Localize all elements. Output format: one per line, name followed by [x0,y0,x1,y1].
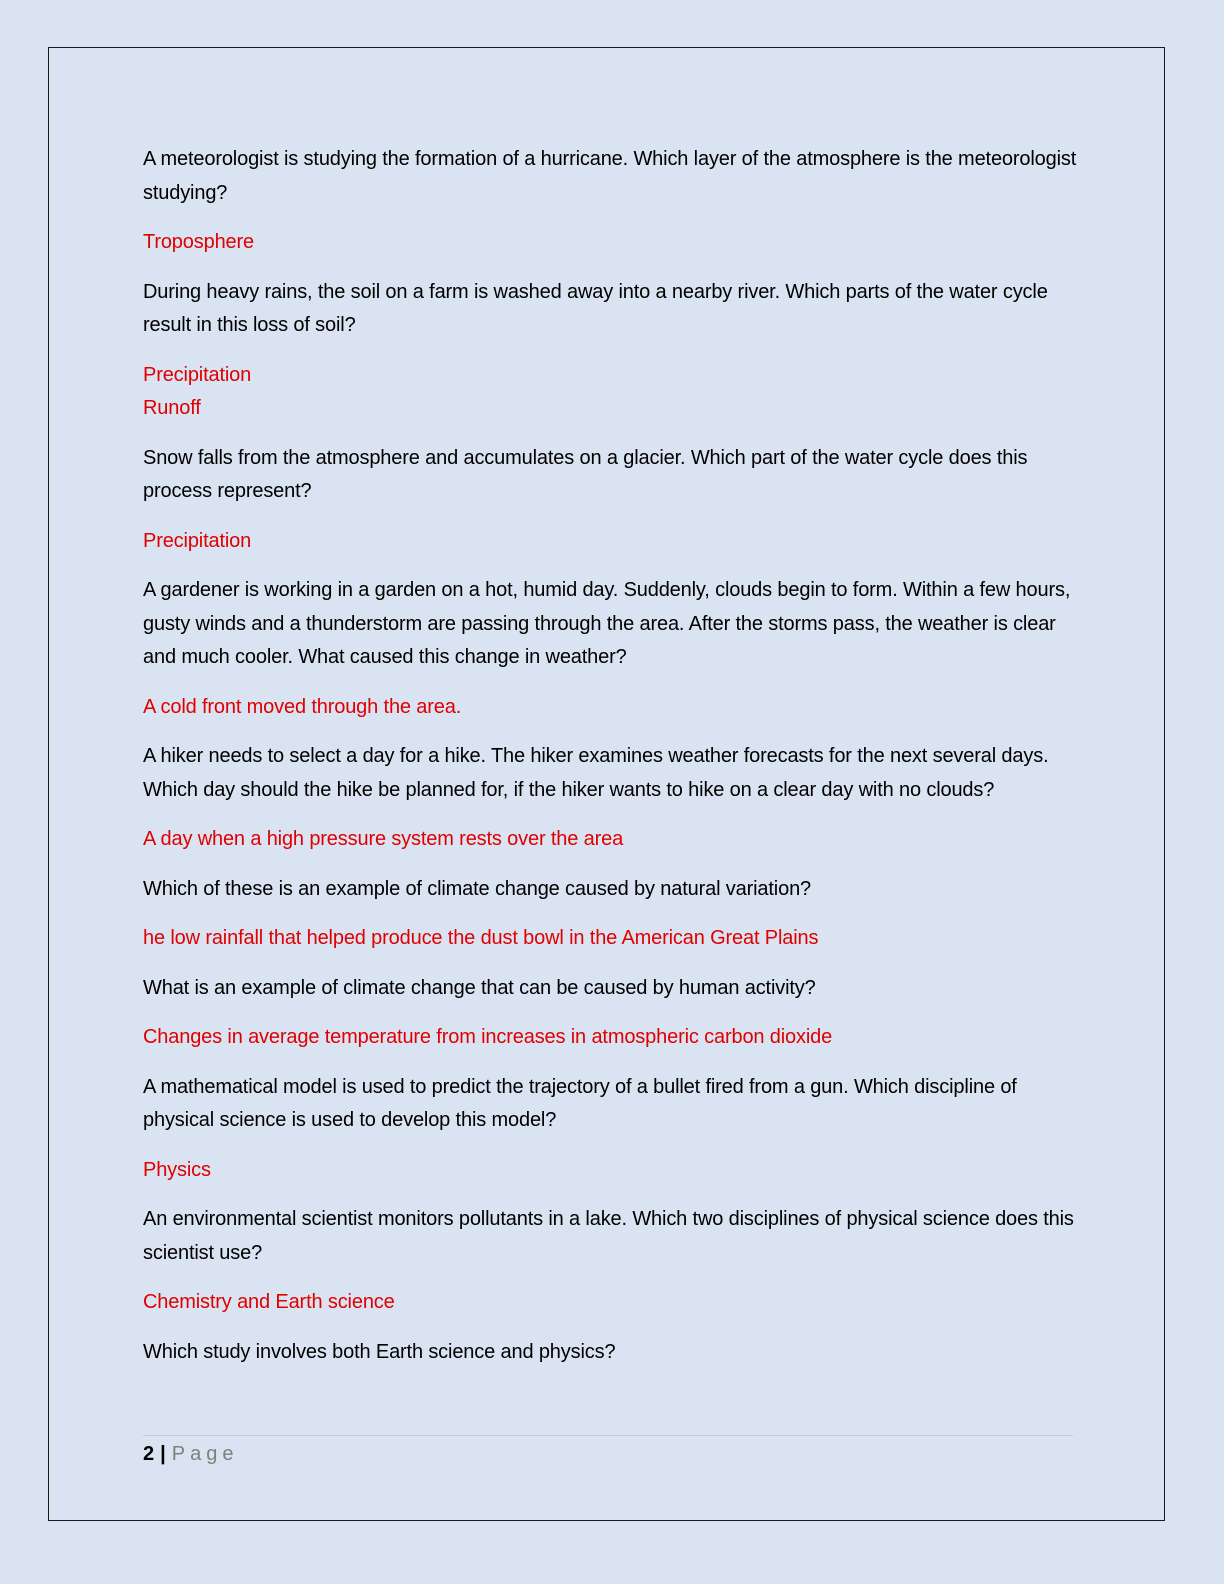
question-text: An environmental scientist monitors pollutants in a lake. Which two disciplines of physical science does this scientist use? [143,1208,1074,1264]
qa-block [143,1071,1078,1188]
qa-block [143,574,1078,724]
qa-content [143,143,1078,1385]
question-text: A hiker needs to select a day for a hike. The hiker examines weather forecasts for the next several days. Which day should the hike be planned for, if the hiker wants to hike on a clear day with no clouds? [143,745,1049,801]
answer-text [143,823,1078,857]
answer-text [143,359,1078,426]
answer-line: Chemistry and Earth science [143,1291,395,1313]
answer-text [143,525,1078,559]
page-footer [143,1435,1073,1469]
answer-line: Physics [143,1158,211,1181]
answer-text [143,922,1078,956]
question-text: A mathematical model is used to predict the trajectory of a bullet fired from a gun. Which discipline of physical science is used to develop this model? [143,1075,1017,1131]
question-text: Which of these is an example of climate change caused by natural variation? [143,877,812,900]
footer-separator: | [160,1443,166,1465]
answer-line: Precipitation [143,529,252,552]
qa-block [143,143,1078,260]
qa-block [143,873,1078,956]
answer-text [143,1286,1078,1320]
qa-block [143,740,1078,857]
question-text: What is an example of climate change that can be caused by human activity? [143,976,816,999]
question-text: During heavy rains, the soil on a farm is washed away into a nearby river. Which parts of the water cycle result in this loss of soil? [143,280,1048,336]
qa-block [143,1336,1078,1370]
qa-block [143,1203,1078,1320]
page-label: Page [171,1443,239,1465]
answer-text [143,1021,1078,1055]
answer-line: A cold front moved through the area. [143,695,462,718]
qa-block [143,442,1078,559]
qa-block [143,972,1078,1055]
answer-text [143,1154,1078,1188]
question-text: A gardener is working in a garden on a hot, humid day. Suddenly, clouds begin to form. Within a few hours, gusty winds and a thunderstorm are passing through the area. After the storms pass, the weather is clear and much cooler. What caused this change in weather? [143,579,1071,668]
answer-line: he low rainfall that helped produce the dust bowl in the American Great Plains [143,927,819,949]
answer-line: Changes in average temperature from increases in atmospheric carbon dioxide [143,1026,833,1048]
qa-block [143,276,1078,426]
answer-text [143,226,1078,260]
answer-line: Runoff [143,397,201,419]
question-text: Which study involves both Earth science and physics? [143,1340,616,1363]
answer-text [143,691,1078,725]
question-text: Snow falls from the atmosphere and accumulates on a glacier. Which part of the water cycle does this process represent? [143,446,1028,502]
question-text: A meteorologist is studying the formation of a hurricane. Which layer of the atmosphere is the meteorologist studying? [143,148,1077,204]
page-number: 2 [143,1443,155,1465]
answer-line: Precipitation [143,363,252,386]
answer-line: A day when a high pressure system rests over the area [143,828,624,850]
answer-line: Troposphere [143,231,255,253]
